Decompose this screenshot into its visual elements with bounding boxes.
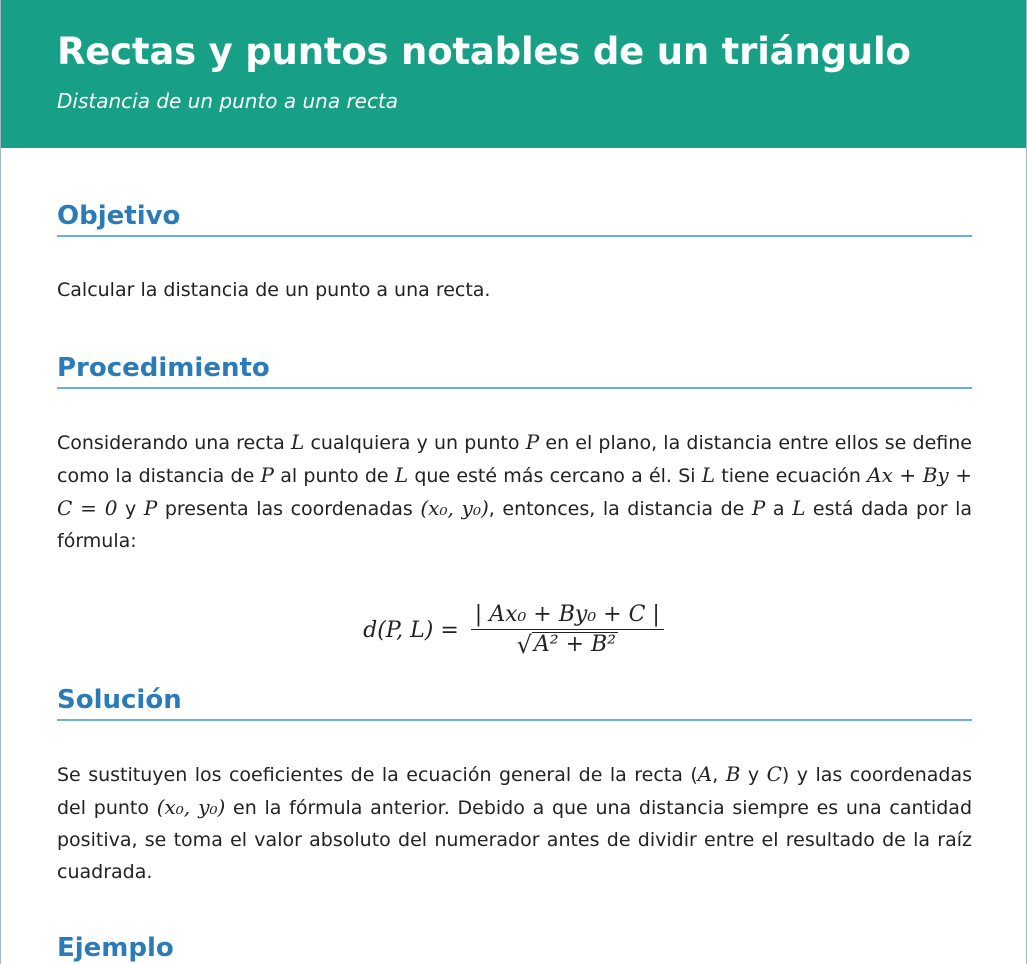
solucion-text: Se sustituyen los coeficientes de la ecuación general de la recta (A, B y C) y las coordenadas del punto (x₀, y₀) en la fórmula anterior. Debido a que una distancia siempre es una cantidad positiva, se toma el valor absoluto del numerador antes de dividir entre el resultado de la raíz cuadrada. — [57, 762, 972, 883]
formula-lhs: d(P, L) = — [363, 617, 459, 643]
section-title-ejemplo: Ejemplo — [57, 931, 972, 964]
page-subtitle: Distancia de un punto a una recta — [57, 89, 399, 113]
section-title-procedimiento: Procedimiento — [57, 351, 972, 389]
distance-formula — [1, 590, 1026, 670]
formula-radicand: A² + B² — [533, 632, 617, 657]
section-title-solucion: Solución — [57, 683, 972, 721]
page-title: Rectas y puntos notables de un triángulo — [57, 30, 911, 73]
page-header — [1, 0, 1026, 148]
procedimiento-text: Considerando una recta L cualquiera y un punto P en el plano, la distancia entre ellos se define como la distancia de P al punto de L que esté más cercano a él. Si L tiene ecuación Ax + By + C = 0 y P presenta las coordenadas (x₀, y₀), entonces, la distancia de P a L está dada por la fórmula: — [57, 430, 973, 552]
section-title-objetivo: Objetivo — [57, 199, 972, 237]
formula-denominator — [517, 630, 618, 658]
sqrt-symbol: √ — [516, 631, 532, 659]
formula-fraction — [471, 602, 664, 658]
formula-numerator: | Ax₀ + By₀ + C | — [471, 602, 664, 630]
objetivo-text: Calcular la distancia de un punto a una recta. — [57, 279, 491, 301]
